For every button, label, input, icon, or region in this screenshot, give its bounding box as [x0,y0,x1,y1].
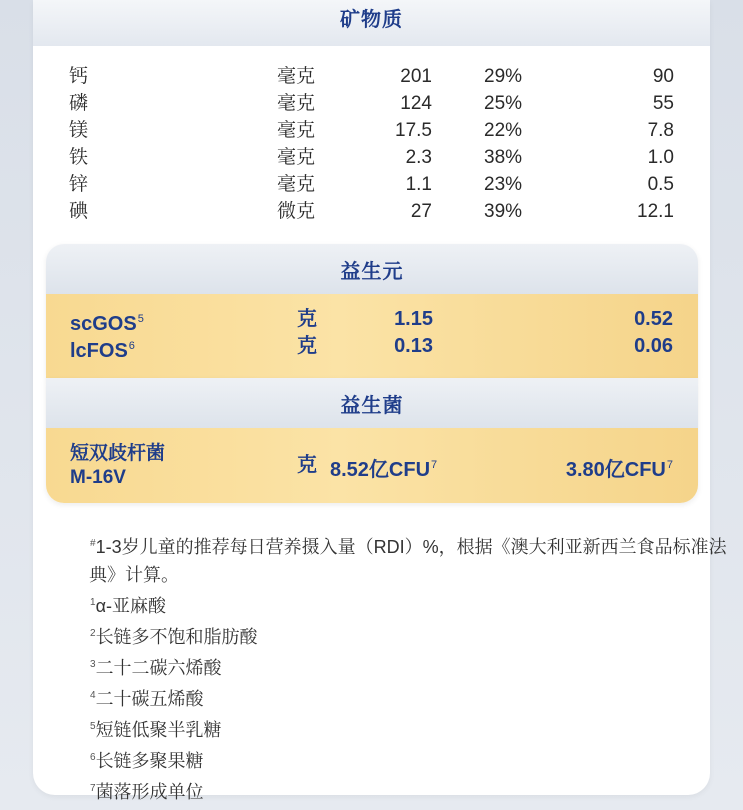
prebiotics-panel [46,244,698,378]
footnote-1 [89,589,729,620]
mineral-row [33,63,710,90]
probiotics-panel [46,378,698,503]
prebiotic-unit: 克 [297,335,317,357]
probiotic-per-serving: 3.80亿CFU [565,459,666,481]
probiotic-unit: 克 [297,454,317,476]
mineral-per-serving: 1.0 [647,147,674,168]
mineral-rdi-pct: 25% [484,93,523,114]
probiotics-header: 益生菌 [46,378,698,428]
mineral-unit: 毫克 [277,120,316,141]
probiotics-body [46,428,698,503]
mineral-rdi-pct: 39% [484,201,523,222]
mineral-row [33,198,710,225]
footnote-mark: 2 [90,628,96,639]
footnote-7 [89,775,729,806]
prebiotics-body [46,294,698,378]
mineral-rdi-pct: 22% [484,120,523,141]
prebiotics-header: 益生元 [46,244,698,294]
footnote-ref: 7 [666,459,673,471]
minerals-header: 矿物质 [33,0,710,46]
mineral-unit: 毫克 [277,66,316,87]
footnotes [89,530,729,806]
footnote-text: 菌落形成单位 [95,782,204,802]
footnote-mark: 6 [90,752,96,763]
mineral-name: 碘 [69,201,89,222]
footnote-mark: 4 [90,690,96,701]
mineral-name: 钙 [69,66,89,87]
footnote-rdi [89,530,729,589]
mineral-unit: 毫克 [277,147,316,168]
mineral-per-serving: 55 [652,93,674,114]
footnote-5 [89,713,729,744]
footnote-ref: 7 [431,459,438,471]
mineral-name: 锌 [69,174,89,195]
footnote-mark: # [90,538,96,549]
prebiotic-name-cell [70,333,135,365]
footnote-mark: 5 [90,721,96,732]
mineral-rdi-pct: 23% [484,174,523,195]
mineral-rdi-pct: 38% [484,147,523,168]
footnote-2 [89,620,729,651]
footnote-3 [89,651,729,682]
mineral-per-serving: 90 [652,66,674,87]
probiotic-per-cell [566,452,673,484]
mineral-unit: 微克 [277,201,316,222]
footnote-text: 二十二碳六烯酸 [95,658,222,678]
probiotic-value-cell [330,452,437,484]
mineral-row [33,90,710,117]
mineral-name: 磷 [69,93,89,114]
mineral-row [33,171,710,198]
footnote-mark: 3 [90,659,96,670]
mineral-rdi-pct: 29% [484,66,523,87]
mineral-value: 1.1 [405,174,432,195]
mineral-unit: 毫克 [277,174,316,195]
mineral-value: 124 [400,93,432,114]
prebiotic-name: scGOS [70,313,137,335]
prebiotic-per-serving: 0.52 [634,308,673,330]
mineral-per-serving: 0.5 [647,174,674,195]
mineral-value: 2.3 [405,147,432,168]
footnote-text: 短链低聚半乳糖 [95,720,222,740]
footnote-text: α-亚麻酸 [95,596,166,616]
mineral-value: 201 [400,66,432,87]
prebiotic-per-serving: 0.06 [634,335,673,357]
footnote-text: 1-3岁儿童的推荐每日营养摄入量（RDI）%，根据《澳大利亚新西兰食品标准法典》计算。 [89,537,727,585]
probiotic-row [46,442,698,492]
mineral-per-serving: 12.1 [637,201,674,222]
mineral-value: 27 [410,201,432,222]
prebiotic-unit: 克 [297,308,317,330]
probiotic-name-line2: M-16V [70,467,126,488]
footnote-text: 长链多聚果糖 [95,751,204,771]
prebiotic-value: 0.13 [394,335,433,357]
prebiotic-name: lcFOS [70,340,128,362]
mineral-value: 17.5 [395,120,432,141]
prebiotic-value: 1.15 [394,308,433,330]
footnote-mark: 1 [90,597,96,608]
probiotic-name-line1: 短双歧杆菌 [70,443,166,464]
footnote-mark: 7 [90,783,96,794]
mineral-name: 铁 [69,147,89,168]
mineral-name: 镁 [69,120,89,141]
mineral-unit: 毫克 [277,93,316,114]
footnote-text: 长链多不饱和脂肪酸 [95,627,258,647]
footnote-text: 二十碳五烯酸 [95,689,204,709]
footnote-6 [89,744,729,775]
mineral-row [33,117,710,144]
footnote-4 [89,682,729,713]
footnote-ref: 6 [128,340,135,352]
mineral-row [33,144,710,171]
probiotic-value: 8.52亿CFU [330,459,431,481]
mineral-per-serving: 7.8 [647,120,674,141]
footnote-ref: 5 [137,313,144,325]
